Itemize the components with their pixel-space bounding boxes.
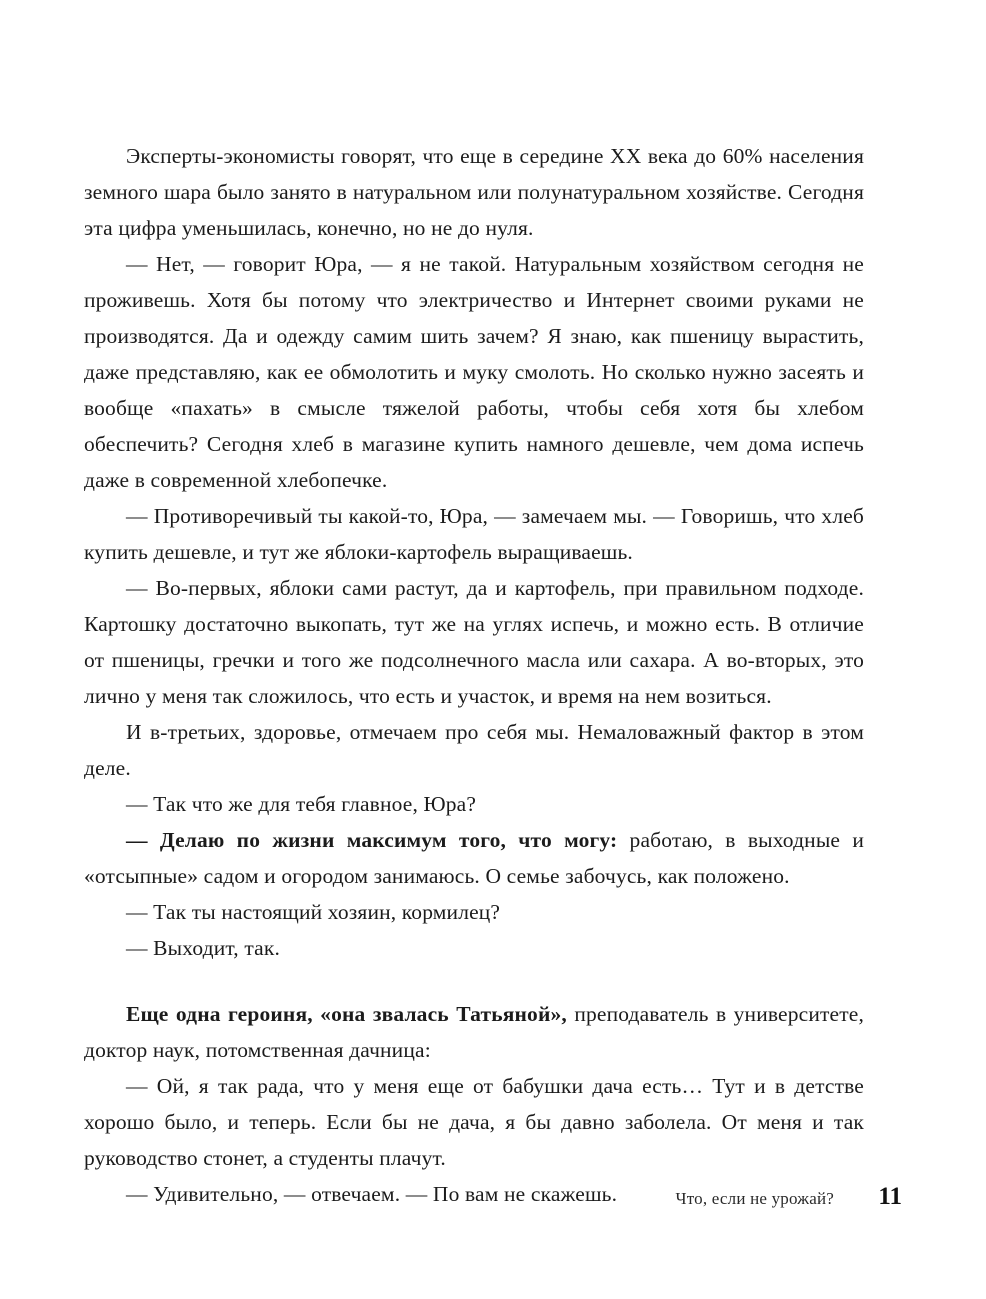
paragraph: — Так ты настоящий хозяин, кормилец? xyxy=(126,900,501,924)
bold-lead-in: — Делаю по жизни максимум того, что могу: xyxy=(126,828,618,852)
bold-lead-in: Еще одна героиня, «она звалась Татьяной», xyxy=(126,1002,567,1026)
running-title: Что, если не урожай? xyxy=(675,1189,834,1208)
paragraph: — Удивительно, — отвечаем. — По вам не скажешь. xyxy=(126,1182,618,1206)
paragraph: И в-третьих, здоровье, отмечаем про себя мы. Немаловажный фактор в этом деле. xyxy=(84,720,864,780)
paragraph: — Ой, я так рада, что у меня еще от бабушки дача есть… Тут и в детстве хорошо было, и теперь. Если бы не дача, я бы давно заболела. От меня и так руководство стонет, а студенты плачут. xyxy=(84,1074,864,1170)
paragraph: Эксперты-экономисты говорят, что еще в середине XX века до 60% населения земного шара было занято в натуральном или полунатуральном хозяйстве. Сегодня эта цифра уменьшилась, конечно, но не до нуля. xyxy=(84,144,864,240)
paragraph-text: работаю, в выходные и «отсыпные» садом и огородом занимаюсь. О семье забочусь, как положено. xyxy=(84,828,864,888)
paragraph: — Нет, — говорит Юра, — я не такой. Натуральным хозяйством сегодня не проживешь. Хотя бы потому что электричество и Интернет своими руками не производятся. Да и одежду самим шить зачем? Я знаю, как пшеницу вырастить, даже представляю, как ее обмолотить и муку смолоть. Но сколько нужно засеять и вообще «пахать» в смысле тяжелой работы, чтобы себя хотя бы хлебом обеспечить? Сегодня хлеб в магазине купить намного дешевле, чем дома испечь даже в современной хлебопечке. xyxy=(84,252,864,492)
paragraph: — Так что же для тебя главное, Юра? xyxy=(126,792,477,816)
page-footer xyxy=(84,1183,902,1211)
page-number: 11 xyxy=(878,1183,902,1210)
page-text-column xyxy=(84,138,864,1212)
paragraph: — Выходит, так. xyxy=(126,936,280,960)
paragraph-with-bold-lead xyxy=(84,822,864,894)
paragraph-with-bold-lead xyxy=(84,996,864,1068)
paragraph: — Противоречивый ты какой-то, Юра, — замечаем мы. — Говоришь, что хлеб купить дешевле, и тут же яблоки-картофель выращиваешь. xyxy=(84,504,864,564)
paragraph: — Во-первых, яблоки сами растут, да и картофель, при правильном подходе. Картошку достаточно выкопать, тут же на углях испечь, и можно есть. В отличие от пшеницы, гречки и того же подсолнечного масла или сахара. А во-вторых, это лично у меня так сложилось, что есть и участок, и время на нем возиться. xyxy=(84,576,864,708)
paragraph-text: преподаватель в университете, доктор наук, потомственная дачница: xyxy=(84,1002,864,1062)
